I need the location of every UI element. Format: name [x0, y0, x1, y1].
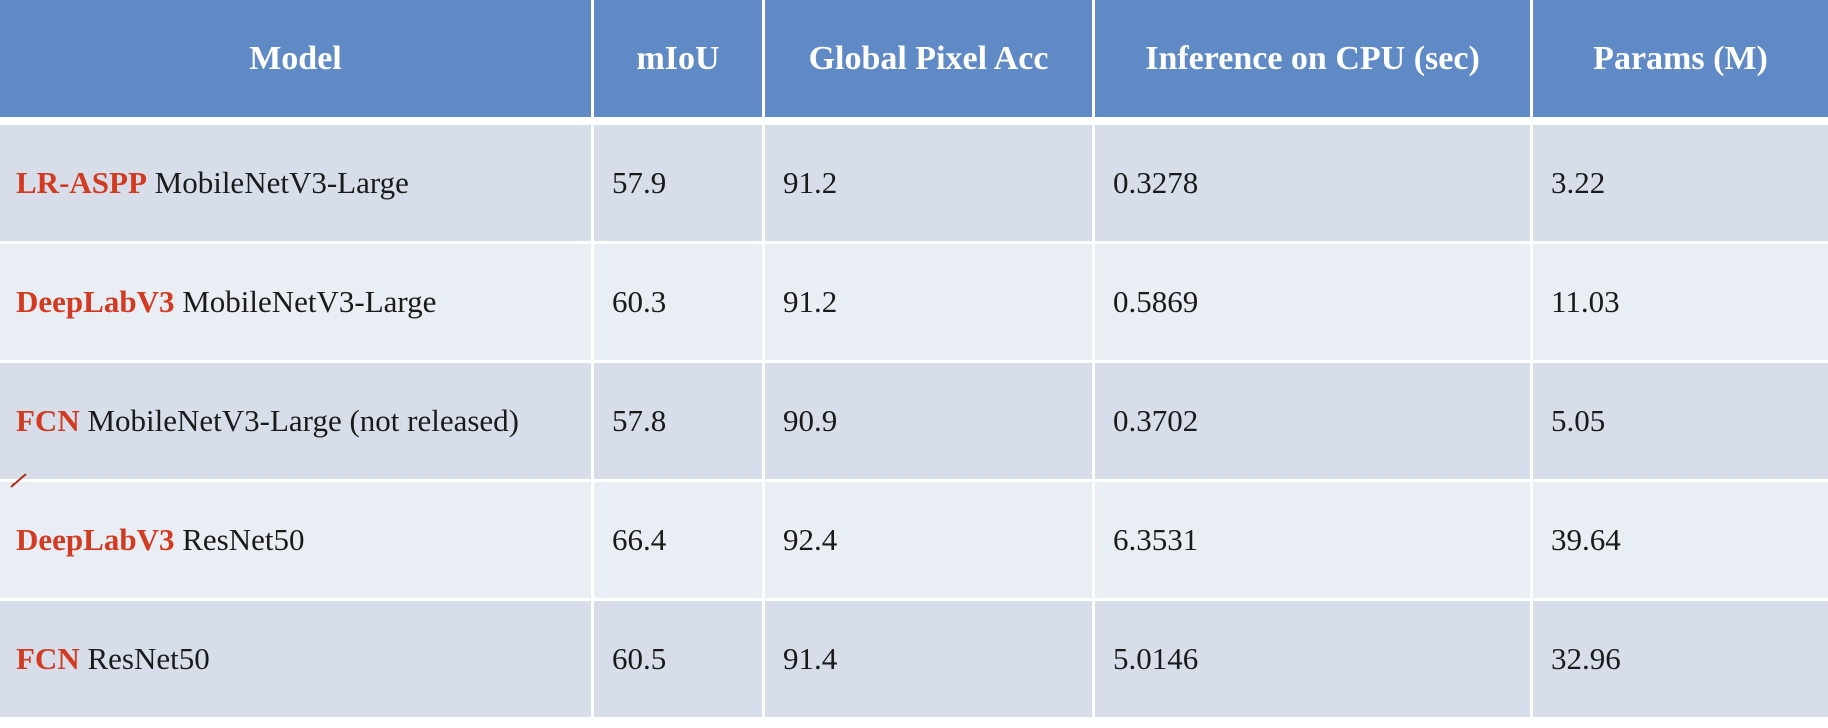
cpu-cell: 6.3531 [1095, 482, 1533, 601]
cpu-cell: 0.3278 [1095, 125, 1533, 244]
model-cell [0, 244, 594, 363]
cpu-cell: 0.3702 [1095, 363, 1533, 482]
header-inference-cpu: Inference on CPU (sec) [1095, 0, 1533, 125]
backbone-name: MobileNetV3-Large [154, 165, 409, 200]
model-cell [0, 601, 594, 720]
miou-cell: 60.3 [594, 244, 765, 363]
table-row [0, 482, 1828, 601]
header-miou: mIoU [594, 0, 765, 125]
model-name: LR-ASPP [16, 165, 147, 200]
model-cell [0, 125, 594, 244]
model-name: FCN [16, 641, 80, 676]
cpu-cell: 5.0146 [1095, 601, 1533, 720]
acc-cell: 91.2 [765, 125, 1095, 244]
miou-cell: 66.4 [594, 482, 765, 601]
model-name: DeepLabV3 [16, 284, 175, 319]
backbone-name: ResNet50 [182, 522, 305, 557]
model-cell [0, 482, 594, 601]
params-cell: 5.05 [1533, 363, 1828, 482]
acc-cell: 92.4 [765, 482, 1095, 601]
table-row [0, 125, 1828, 244]
header-params: Params (M) [1533, 0, 1828, 125]
params-cell: 3.22 [1533, 125, 1828, 244]
miou-cell: 60.5 [594, 601, 765, 720]
acc-cell: 90.9 [765, 363, 1095, 482]
table-row [0, 601, 1828, 720]
table-header [0, 0, 1828, 125]
acc-cell: 91.4 [765, 601, 1095, 720]
model-name: FCN [16, 403, 80, 438]
miou-cell: 57.8 [594, 363, 765, 482]
table-row [0, 244, 1828, 363]
params-cell: 32.96 [1533, 601, 1828, 720]
backbone-name: MobileNetV3-Large (not released) [87, 403, 520, 438]
table-row [0, 363, 1828, 482]
model-name: DeepLabV3 [16, 522, 175, 557]
header-row [0, 0, 1828, 125]
model-cell [0, 363, 594, 482]
header-global-pixel-acc: Global Pixel Acc [765, 0, 1095, 125]
cpu-cell: 0.5869 [1095, 244, 1533, 363]
params-cell: 11.03 [1533, 244, 1828, 363]
acc-cell: 91.2 [765, 244, 1095, 363]
miou-cell: 57.9 [594, 125, 765, 244]
header-model: Model [0, 0, 594, 125]
backbone-name: MobileNetV3-Large [182, 284, 437, 319]
params-cell: 39.64 [1533, 482, 1828, 601]
backbone-name: ResNet50 [87, 641, 210, 676]
table-body [0, 125, 1828, 720]
